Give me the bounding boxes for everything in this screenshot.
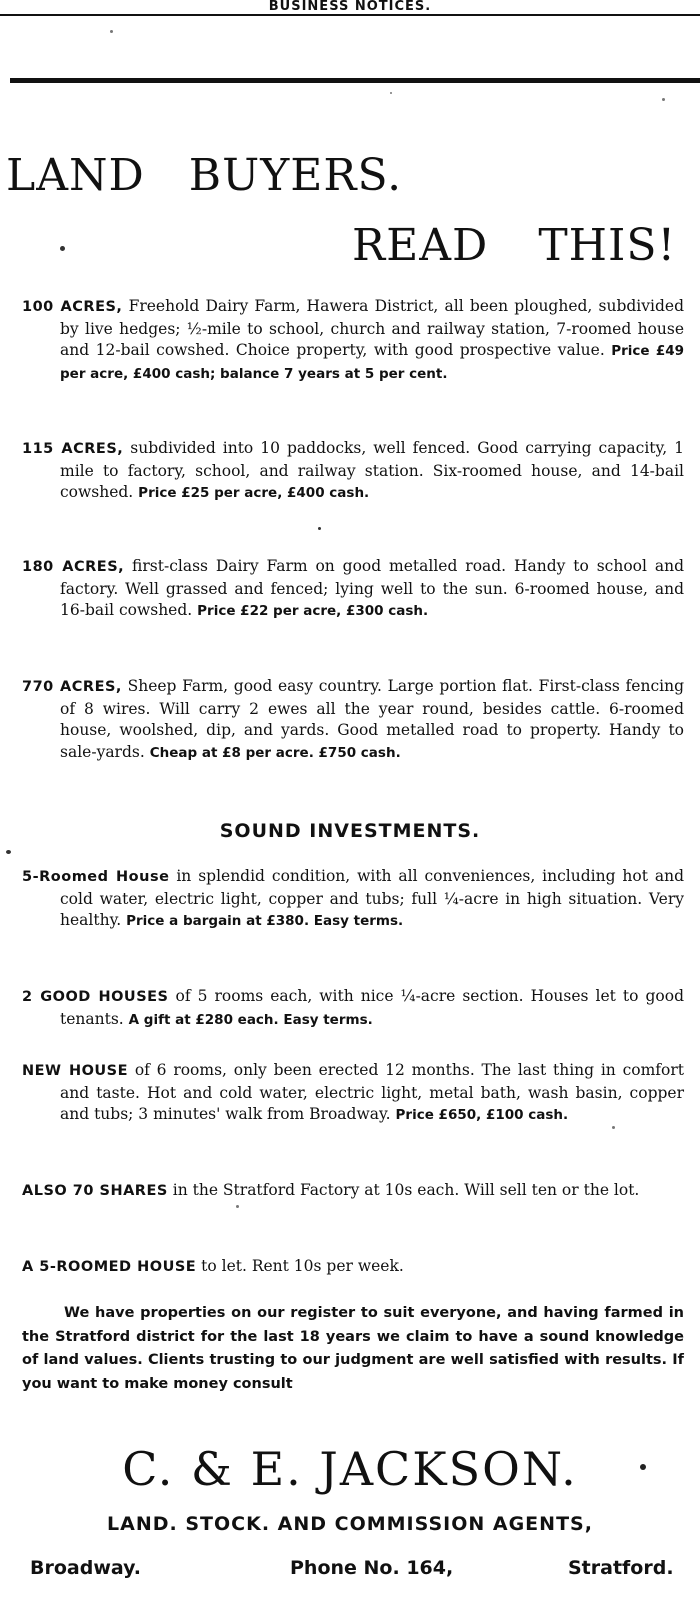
investment-lead: 5-Roomed House bbox=[22, 869, 170, 885]
investment-5-roomed-house bbox=[22, 866, 684, 933]
investment-text: of 6 rooms, only been erected 12 months. The last thing in comfort and taste. Hot and cold water, electric light, metal bath, wash basin, copper and tubs; 3 minutes' walk from Broadway. bbox=[60, 1061, 684, 1123]
headline-word-read: READ bbox=[352, 220, 489, 271]
listing-price: Price £22 per acre, £300 cash. bbox=[197, 603, 429, 619]
section-title: SOUND INVESTMENTS. bbox=[219, 820, 481, 842]
investment-2-good-houses bbox=[22, 986, 684, 1031]
investment-new-house bbox=[22, 1060, 684, 1127]
investment-price: Price £650, £100 cash. bbox=[395, 1107, 569, 1123]
listing-lead: 100 ACRES, bbox=[22, 299, 123, 315]
investment-text: of 5 rooms each, with nice ¼-acre section. Houses let to good tenants. bbox=[60, 987, 684, 1028]
listing-lead: 180 ACRES, bbox=[22, 559, 125, 575]
section-header: BUSINESS NOTICES. bbox=[268, 0, 432, 14]
listing-price: Cheap at £8 per acre. £750 cash. bbox=[149, 744, 401, 761]
headline-word-land: LAND bbox=[6, 150, 145, 201]
firm-street: Broadway. bbox=[30, 1557, 141, 1579]
firm-subtitle: LAND. STOCK. AND COMMISSION AGENTS, bbox=[107, 1513, 593, 1535]
firm-phone: Phone No. 164, bbox=[290, 1557, 454, 1579]
listing-115-acres bbox=[22, 438, 684, 505]
heavy-rule bbox=[10, 78, 700, 83]
listing-180-acres bbox=[22, 556, 684, 623]
listing-text: Freehold Dairy Farm, Hawera District, all been ploughed, subdivided by live hedges; ½-mile to school, church and railway station, 7-roomed house and 12-bail cowshed. Choice property, with good prospective value. bbox=[60, 297, 684, 359]
investment-text: to let. Rent 10s per week. bbox=[196, 1257, 404, 1275]
investment-text: in splendid condition, with all conveniences, including hot and cold water, electric light, copper and tubs; full ¼-acre in high situation. Very healthy. bbox=[60, 867, 684, 929]
listing-text: subdivided into 10 paddocks, well fenced. Good carrying capacity, 1 mile to factory, school, and railway station. Six-roomed house, and 14-bail cowshed. bbox=[60, 439, 684, 501]
headline-word-this: THIS! bbox=[538, 220, 677, 271]
investment-lead: ALSO 70 SHARES bbox=[22, 1183, 168, 1199]
header-rule bbox=[0, 14, 700, 16]
investment-house-to-let bbox=[22, 1256, 684, 1279]
investment-lead: A 5-ROOMED HOUSE bbox=[22, 1259, 197, 1275]
investment-text: in the Stratford Factory at 10s each. Will sell ten or the lot. bbox=[167, 1181, 640, 1199]
headline-line-1 bbox=[6, 150, 696, 202]
listing-100-acres bbox=[22, 296, 684, 385]
listing-lead: 770 ACRES, bbox=[22, 679, 122, 695]
firm-town: Stratford. bbox=[568, 1557, 674, 1579]
listing-price: Price £25 per acre, £400 cash. bbox=[138, 485, 370, 501]
listing-770-acres bbox=[22, 676, 684, 764]
investment-70-shares bbox=[22, 1180, 684, 1203]
closing-paragraph: We have properties on our register to suit everyone, and having farmed in the Stratford district for the last 18 years we claim to have a sound knowledge of land values. Clients trusting to our judgment are well satisfied with results. If you want to make money consult bbox=[22, 1305, 684, 1392]
listing-text: Sheep Farm, good easy country. Large portion flat. First-class fencing of 8 wires. Will carry 2 ewes all the year round, besides cattle. 6-roomed house, woolshed, dip, and yards. Good metalled road to property. Handy to sale-yards. bbox=[60, 677, 684, 761]
listing-lead: 115 ACRES, bbox=[22, 441, 124, 457]
headline-line-2 bbox=[352, 220, 692, 272]
investment-price: A gift at £280 each. Easy terms. bbox=[128, 1011, 373, 1028]
headline-word-buyers: BUYERS. bbox=[188, 150, 403, 201]
investment-lead: 2 GOOD HOUSES bbox=[22, 989, 169, 1005]
investment-price: Price a bargain at £380. Easy terms. bbox=[126, 913, 404, 929]
firm-name: C. & E. JACKSON. bbox=[122, 1442, 578, 1496]
investment-lead: NEW HOUSE bbox=[22, 1063, 129, 1079]
listing-price: Price £49 per acre, £400 cash; balance 7 years at 5 per cent. bbox=[60, 343, 685, 382]
listing-text: first-class Dairy Farm on good metalled road. Handy to school and factory. Well grassed and fenced; lying well to the sun. 6-roomed house, and 16-bail cowshed. bbox=[60, 557, 684, 619]
